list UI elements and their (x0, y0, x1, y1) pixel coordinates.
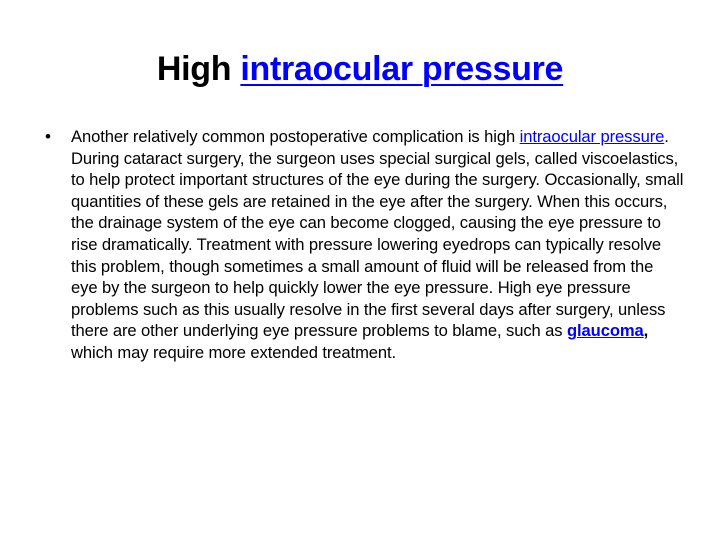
paragraph-text-1: Another relatively common postoperative complication is high (71, 127, 520, 146)
title-link-intraocular-pressure[interactable]: intraocular pressure (240, 50, 564, 88)
paragraph-comma: , (643, 321, 649, 341)
bullet-paragraph (71, 126, 684, 364)
paragraph-text-3: which may require more extended treatment. (71, 342, 397, 362)
bullet-item (44, 126, 684, 364)
link-intraocular-pressure[interactable]: intraocular pressure (519, 127, 665, 146)
slide-title (0, 44, 720, 94)
bullet-icon: • (45, 127, 51, 146)
title-text: High (156, 50, 241, 88)
link-glaucoma[interactable]: glaucoma (567, 321, 644, 341)
slide-body (44, 126, 684, 364)
paragraph-text-2: . During cataract surgery, the surgeon uses special surgical gels, called viscoelastics, to help protect important structures of the eye during the surgery. Occasionally, small quantities of these gels are retained in the eye after the surgery. When this occurs, the drainage system of the eye can become clogged, causing the eye pressure to rise dramatically. Treatment with pressure lowering eyedrops can typically resolve this problem, though sometimes a small amount of fluid will be released from the eye by the surgeon to help quickly lower the eye pressure. High eye pressure problems such as this usually resolve in the first several days after surgery, unless there are other underlying eye pressure problems to blame, such as (71, 127, 684, 341)
